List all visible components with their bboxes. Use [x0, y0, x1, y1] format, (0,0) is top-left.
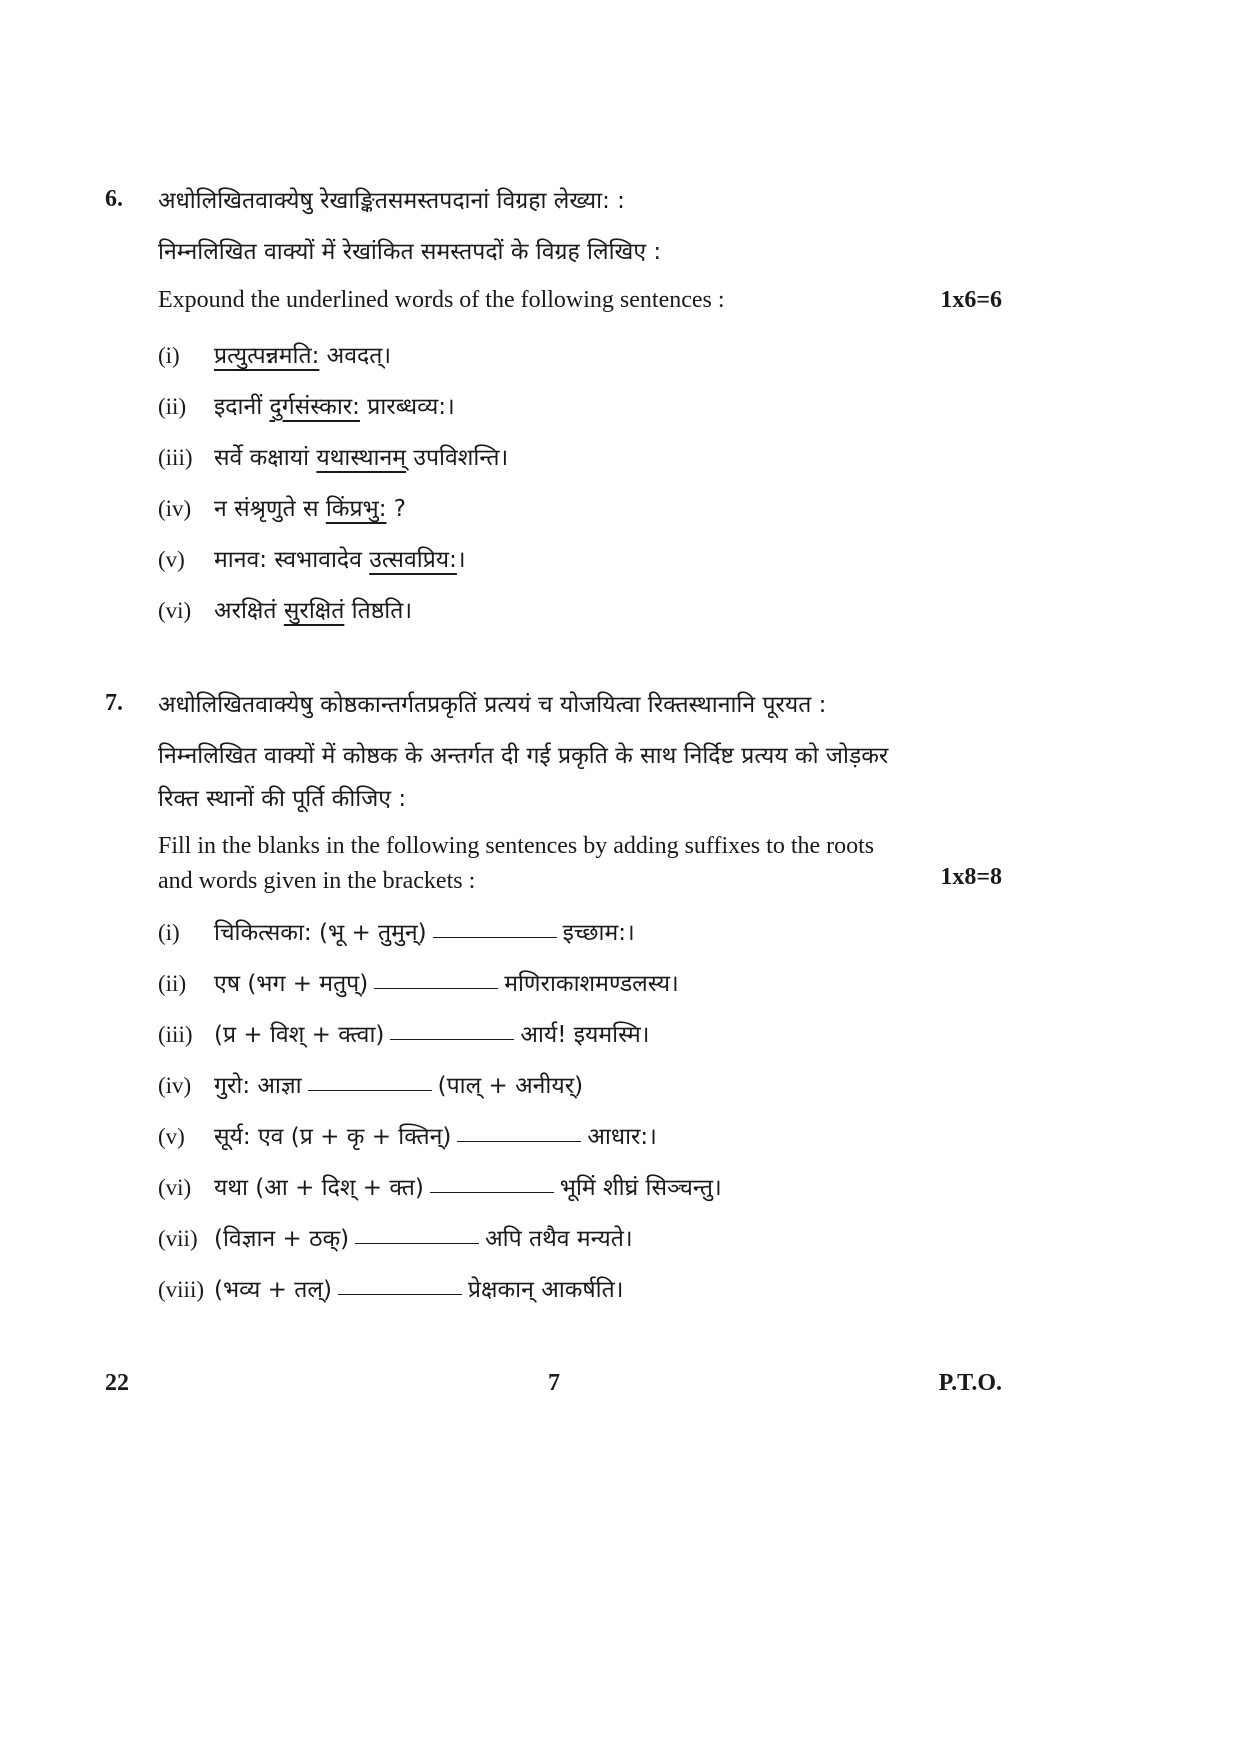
underlined-compound: किंप्रभु: [325, 496, 387, 522]
q6-item-6 [158, 593, 412, 625]
question-7-number: 7. [105, 690, 123, 716]
item-roman-numeral: (ii) [158, 394, 187, 419]
item-text-before: सूर्य: एव (प्र + कृ + क्तिन्) [214, 1124, 452, 1150]
q6-item-2 [158, 389, 455, 421]
question-7-instruction-hindi-line-2: रिक्त स्थानों की पूर्ति कीजिए : [158, 786, 407, 812]
item-text-before: गुरो: आज्ञा [214, 1073, 302, 1099]
answer-blank [355, 1242, 479, 1244]
item-text-after: आर्य! इयमस्मि। [520, 1022, 650, 1048]
question-6-instruction-english: Expound the underlined words of the following sentences : [158, 287, 725, 313]
item-text-before: इदानीं [214, 394, 270, 420]
item-text-after: प्रारब्धव्य:। [359, 394, 455, 420]
question-6-instruction-sanskrit: अधोलिखितवाक्येषु रेखाङ्कितसमस्तपदानां विग्रहा लेख्या: : [158, 188, 625, 214]
item-text-before: यथा (आ + दिश् + क्त) [214, 1175, 424, 1201]
item-roman-numeral: (ii) [158, 971, 187, 996]
item-roman-numeral: (i) [158, 920, 180, 945]
q6-item-4 [158, 491, 406, 523]
underlined-compound: प्रत्युत्पन्नमति: [214, 343, 320, 369]
item-roman-numeral: (iv) [158, 496, 192, 521]
item-text-after: ? [386, 496, 406, 522]
item-roman-numeral: (vi) [158, 598, 192, 623]
page-number: 7 [548, 1370, 560, 1396]
item-text-after: इच्छाम:। [562, 920, 635, 946]
item-text-before: चिकित्सका: (भू + तुमुन्) [214, 920, 427, 946]
item-text-before: (विज्ञान + ठक्) [214, 1226, 350, 1252]
item-text-after: अवदत्। [319, 343, 392, 369]
item-roman-numeral: (iii) [158, 1022, 193, 1047]
item-roman-numeral: (v) [158, 547, 185, 572]
item-roman-numeral: (i) [158, 343, 180, 368]
q6-item-1 [158, 338, 391, 370]
underlined-compound: सुरक्षितं [283, 598, 345, 624]
q7-item-7 [158, 1221, 633, 1253]
item-text-before: न संश्रृणुते स [214, 496, 326, 522]
answer-blank [338, 1293, 462, 1295]
question-7-instruction-english-line-1: Fill in the blanks in the following sentences by adding suffixes to the roots [158, 833, 875, 859]
item-text-before: अरक्षितं [214, 598, 284, 624]
q7-item-2 [158, 966, 679, 998]
underlined-compound: यथास्थानम् [316, 445, 407, 471]
item-text-after: प्रेक्षकान् आकर्षति। [467, 1277, 624, 1303]
item-roman-numeral: (v) [158, 1124, 185, 1149]
question-6-number: 6. [105, 186, 123, 212]
question-7-instruction-sanskrit: अधोलिखितवाक्येषु कोष्ठकान्तर्गतप्रकृतिं प्रत्ययं च योजयित्वा रिक्तस्थानानि पूरयत : [158, 692, 827, 718]
q6-item-3 [158, 440, 508, 472]
item-roman-numeral: (vi) [158, 1175, 192, 1200]
question-7-marks: 1x8=8 [940, 864, 1002, 890]
item-text-after: मणिराकाशमण्डलस्य। [504, 971, 679, 997]
item-text-after: आधार:। [587, 1124, 657, 1150]
answer-blank [374, 987, 498, 989]
item-roman-numeral: (vii) [158, 1226, 198, 1251]
q6-item-5 [158, 542, 466, 574]
q7-item-8 [158, 1272, 623, 1304]
item-text-before: (भव्य + तल्) [214, 1277, 332, 1303]
please-turn-over: P.T.O. [938, 1370, 1002, 1396]
question-7-instruction-english-line-2: and words given in the brackets : [158, 868, 476, 894]
q7-item-4 [158, 1068, 583, 1100]
answer-blank [433, 936, 557, 938]
question-6-marks: 1x6=6 [940, 287, 1002, 313]
item-roman-numeral: (viii) [158, 1277, 204, 1302]
item-text-before: मानव: स्वभावादेव [214, 547, 370, 573]
answer-blank [457, 1140, 581, 1142]
q7-item-6 [158, 1170, 722, 1202]
item-text-after: भूमिं शीघ्रं सिञ्चन्तु। [559, 1175, 722, 1201]
q7-item-3 [158, 1017, 650, 1049]
item-text-after: तिष्ठति। [344, 598, 413, 624]
item-text-after: । [456, 547, 466, 573]
q7-item-1 [158, 915, 635, 947]
answer-blank [308, 1089, 432, 1091]
item-text-before: (प्र + विश् + क्त्वा) [214, 1022, 385, 1048]
item-text-before: सर्वे कक्षायां [214, 445, 317, 471]
item-text-after: (पाल् + अनीयर्) [437, 1073, 584, 1099]
paper-code: 22 [105, 1370, 129, 1396]
question-6-instruction-hindi: निम्नलिखित वाक्यों में रेखांकित समस्तपदों के विग्रह लिखिए : [158, 239, 662, 265]
item-text-after: उपविशन्ति। [406, 445, 509, 471]
underlined-compound: उत्सवप्रिय: [369, 547, 457, 573]
q7-item-5 [158, 1119, 657, 1151]
question-7-instruction-hindi-line-1: निम्नलिखित वाक्यों में कोष्ठक के अन्तर्गत दी गई प्रकृति के साथ निर्दिष्ट प्रत्यय को जोड़कर [158, 743, 889, 769]
item-text-before: एष (भग + मतुप्) [214, 971, 369, 997]
underlined-compound: दुर्गसंस्कार: [269, 394, 360, 420]
answer-blank [430, 1191, 554, 1193]
item-roman-numeral: (iv) [158, 1073, 192, 1098]
item-roman-numeral: (iii) [158, 445, 193, 470]
answer-blank [390, 1038, 514, 1040]
item-text-after: अपि तथैव मन्यते। [485, 1226, 633, 1252]
